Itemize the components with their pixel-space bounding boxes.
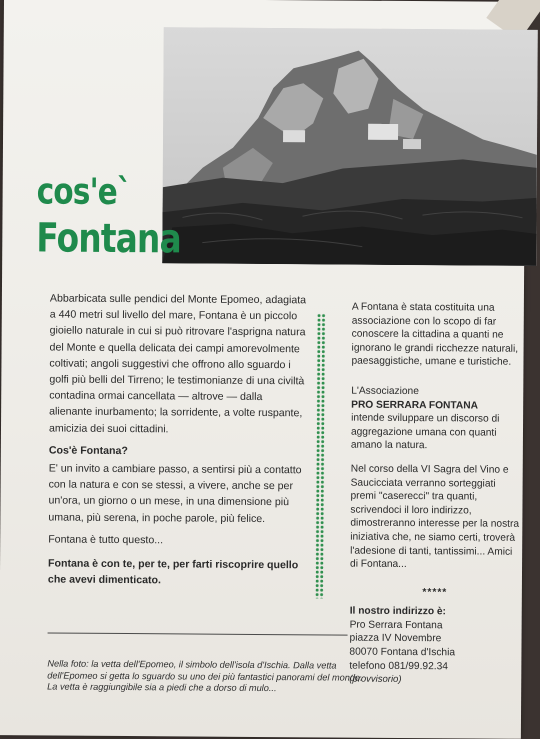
epomeo-summit-photo: [162, 27, 538, 266]
star-separator: *****: [422, 586, 448, 598]
caption-line-2: La vetta è raggiungibile sia a piedi che a dorso di mulo...: [47, 681, 277, 694]
headline-line-1: cos'e`: [36, 171, 132, 214]
headline-line-2: Fontana: [36, 215, 182, 263]
closing-statement: Fontana è con te, per te, per farti riscoprire quello che avevi dimenticato.: [47, 557, 299, 587]
sagra-paragraph: Nel corso della VI Sagra del Vino e Saucicciata verranno sorteggiati premi "caserecci" tra quanti, scrivendoci il loro indirizzo, dimostreranno interesse per la nostra iniziativa che, ne siamo certi, troverà l'adesione di tanti, tantissimi... Amici di Fontana...: [350, 463, 520, 571]
mountain-illustration: [162, 27, 538, 266]
question-heading: Cos'è Fontana?: [48, 444, 128, 457]
caption-rule: [48, 632, 348, 635]
answer-paragraph: E' un invito a cambiare passo, a sentirsi più a contatto con la natura e con se stessi, a vivere, anche se per un'ora, un giorno o un mese, in una dimensione più umana, più serena, in poche parole, più felice.: [48, 462, 302, 525]
headline: [36, 171, 213, 263]
dotted-divider: [315, 313, 326, 598]
association-purpose: intende sviluppare un discorso di aggregazione umana con quanti amano la natura.: [350, 412, 500, 452]
association-label: L'Associazione: [351, 385, 419, 398]
photo-caption: [47, 658, 365, 695]
address-line: piazza IV Novembre: [349, 633, 442, 645]
association-intro: A Fontana è stata costituita una associazione con lo scopo di far conoscere la cittadina a quanti ne ignorano le grandi ricchezze naturali, paesaggistiche, umane e turistiche.: [351, 301, 519, 369]
address-line: telefono 081/99.92.34: [349, 660, 448, 672]
address-line: Pro Serrara Fontana: [349, 619, 443, 632]
address-label: Il nostro indirizzo è:: [349, 605, 446, 618]
caption-line-1: Nella foto: la vetta dell'Epomeo, il simbolo dell'isola d'Ischia. Dalla vetta dell'Epomeo si getta lo sguardo su uno dei più fantastici panorami del mondo.: [47, 658, 363, 683]
provisional-note: (provvisorio): [349, 673, 402, 686]
intro-paragraph: Abbarbicata sulle pendici del Monte Epomeo, adagiata a 440 metri sul livello del mare, Fontana è un piccolo gioiello naturale in cui si può ritrovare l'asprigna natura del Monte e quella delicata dei campi amorevolmente coltivati; angoli suggestivi che offrono allo sguardo i golfi più belli del Tirreno; le testimonianze di una civiltà contadina ormai cancellata — altrove — dalla alienante inurbamento; la sorridente, a volte ruspante, amicizia dei suoi cittadini.: [48, 292, 307, 435]
left-column: [48, 291, 308, 590]
summary-line: Fontana è tutto questo...: [48, 533, 164, 547]
right-column: [349, 301, 522, 688]
address-line: 80070 Fontana d'Ischia: [349, 646, 456, 659]
association-name: PRO SERRARA FONTANA: [351, 399, 478, 412]
